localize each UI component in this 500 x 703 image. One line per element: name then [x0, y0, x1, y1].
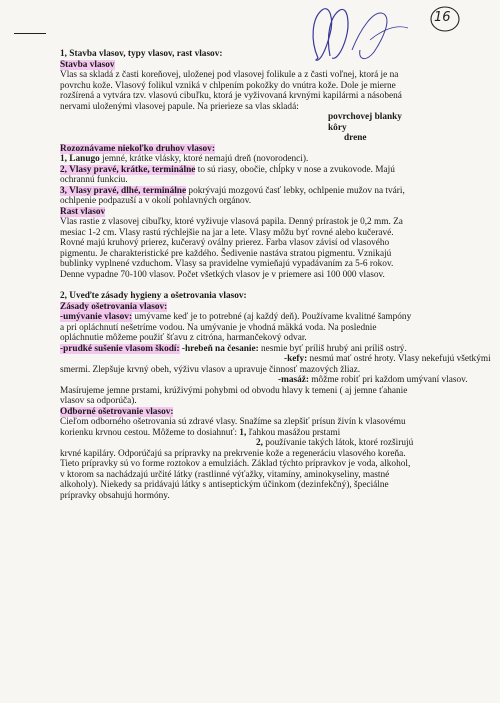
kefy-text: nesmú mať ostré hroty. Vlasy nekefujú všetkými	[307, 354, 491, 364]
rast-line: Vlas rastie z vlasovej cibuľky, ktoré vyživuje vlasová papila. Denný prírastok je 0,2 mm. Za	[60, 217, 403, 227]
method-number: 1,	[239, 427, 247, 438]
odborne-line: prípravky obsahujú hormóny.	[60, 490, 170, 501]
odborne-line	[60, 438, 465, 449]
umyvanie-line: opláchnutie môžeme použiť šťavu z citróna, harmančekový odvar.	[60, 333, 307, 343]
short-hair-text: to sú riasy, obočie, chĺpky v nose a zvukovode. Majú	[195, 164, 395, 175]
stavba-heading: Stavba vlasov	[60, 59, 115, 70]
rast-line: Denne vypadne 70-100 vlasov. Počet všetkých vlasov je v priemere asi 100 000 vlasov.	[60, 269, 385, 280]
kefy-item	[60, 354, 491, 365]
hair-type-item	[60, 165, 465, 176]
section-2-title: 2, Uveďte zásady hygieny a ošetrovania vlasov:	[60, 291, 247, 301]
umyvanie-text: umývame keď je to potrebné (aj každý deň). Používame kvalitné šampóny	[132, 312, 412, 322]
method-number: 2,	[256, 438, 263, 448]
odborne-line: krvné kapiláry. Odporúčajú sa prípravky na prekrvenie kože a regeneráciu vlasového koreňa.	[60, 448, 406, 459]
short-hair-label: 2, Vlasy pravé, krátke, terminálne	[60, 164, 196, 175]
page-number-badge	[428, 4, 462, 34]
susenie-item	[60, 344, 465, 355]
masaz-line: Masírujeme jemne prstami, krúživými pohybmi od obvodu hlavy k temeni ( aj jemne ťahanie	[60, 385, 408, 396]
stavba-line: povrchu kože. Vlasový folikul vzniká v chlpením pokožky do vnútra kože. Dole je mierne	[60, 80, 396, 91]
corner-mark	[14, 33, 46, 34]
section-1-title: 1, Stavba vlasov, typy vlasov, rast vlasov:	[60, 49, 223, 59]
notes-body	[60, 49, 491, 501]
odborne-heading: Odborné ošetrovanie vlasov:	[60, 406, 174, 417]
hair-type-item	[60, 186, 465, 197]
lanugo-text: jemné, krátke vlásky, ktoré nemajú dreň (novorodenci).	[99, 154, 309, 164]
masaz-label: -masáž:	[278, 375, 309, 385]
masaz-item	[60, 375, 468, 386]
umyvanie-item	[60, 312, 465, 323]
hreben-text: nesmie byť príliš hrubý ani príliš ostrý.	[258, 343, 407, 354]
odborne-line: alkoholy). Niekedy sa pridávajú látky s antiseptickým účinkom (dezinfekčný), špeciálne	[60, 480, 389, 490]
kefy-label: -kefy:	[284, 354, 308, 364]
kefy-text-cont: smermi. Zlepšuje krvný obeh, výživu vlasov a upravuje činnosť mazových žliaz.	[60, 364, 361, 375]
masaz-line: vlasov sa odporúča).	[60, 396, 137, 406]
stavba-line: nervami uloženými vlasovej papule. Na prierieze sa vlas skladá:	[60, 101, 299, 112]
umyvanie-line: a pri opláchnutí nešetríme vodou. Na umývanie je vhodná mäkká voda. Na poslednie	[60, 322, 377, 333]
long-hair-text: pokrývajú mozgovú časť lebky, ochlpenie mužov na tvári,	[186, 185, 405, 196]
layer-item: kôry	[328, 122, 347, 133]
layer-item: povrchovej blanky	[328, 112, 402, 122]
rast-line: bublinky vyplnené vzduchom. Vlasy sa pravidelne vymieňajú vypadávaním za 5-6 rokov.	[60, 259, 394, 269]
hair-type-item	[60, 154, 465, 165]
short-hair-text-cont: ochrannú funkciu.	[60, 175, 128, 185]
page-number: 16	[434, 10, 451, 25]
layer-item: drene	[344, 133, 367, 143]
susenie-label: -prudké sušenie vlasom škodí:	[60, 343, 180, 354]
rast-line: mesiac 1-2 cm. Vlasy rastú rýchlejšie na jar a lete. Vlasy môžu byť rovné alebo kučeravé.	[60, 227, 394, 238]
hreben-label: -hrebeň na česanie:	[179, 343, 259, 354]
stavba-line: rozšírená a vytvára tzv. vlasovú cibuľku, ktorá je vyživovaná krvnými kapilármi a násobená	[60, 91, 402, 101]
rast-line: Rovné majú kruhový prierez, kučeravý oválny prierez. Farba vlasov závisí od vlasového	[60, 238, 390, 248]
odborne-line: Tieto prípravky sú vo forme roztokov a emulziách. Základ týchto prípravkov je voda, alkohol,	[60, 459, 411, 469]
odborne-line: v ktorom sa nachádzajú určité látky (rastlinné výťažky, vitamíny, aminokyseliny, mastné	[60, 469, 390, 480]
long-hair-label: 3, Vlasy pravé, dlhé, terminálne	[60, 185, 187, 196]
masaz-text: môžme robiť pri každom umývaní vlasov.	[308, 375, 468, 385]
odborne-line: Cieľom odborného ošetrovania sú zdravé vlasy. Snažíme sa zlepšiť prísun živín k vlasovému	[60, 417, 406, 427]
umyvanie-label: -umývanie vlasov:	[60, 312, 133, 322]
rast-heading: Rast vlasov	[60, 206, 106, 217]
druhy-heading: Rozoznávame niekoľko druhov vlasov:	[60, 143, 215, 154]
long-hair-text-cont: ochlpenie podpazuší a v okolí pohlavných orgánov.	[60, 196, 252, 206]
stavba-line: Vlas sa skladá z časti koreňovej, uloženej pod vlasovej folikule a z časti voľnej, ktorá je na	[60, 70, 399, 80]
zasady-heading: Zásady ošetrovania vlasov:	[60, 301, 168, 312]
method-text: ľahkou masážou prstami	[246, 427, 341, 438]
lanugo-label: 1, Lanugo	[60, 154, 100, 164]
method-text: používanie takých látok, ktoré rozširujú	[262, 438, 414, 448]
odborne-text: korienku krvnou cestou. Môžeme to dosiahnuť:	[60, 427, 240, 438]
rast-line: pigmentu. Je charakteristické pre každého. Šedivenie nastáva stratou pigmentu. Vznikajú	[60, 248, 392, 259]
odborne-line	[60, 428, 465, 439]
